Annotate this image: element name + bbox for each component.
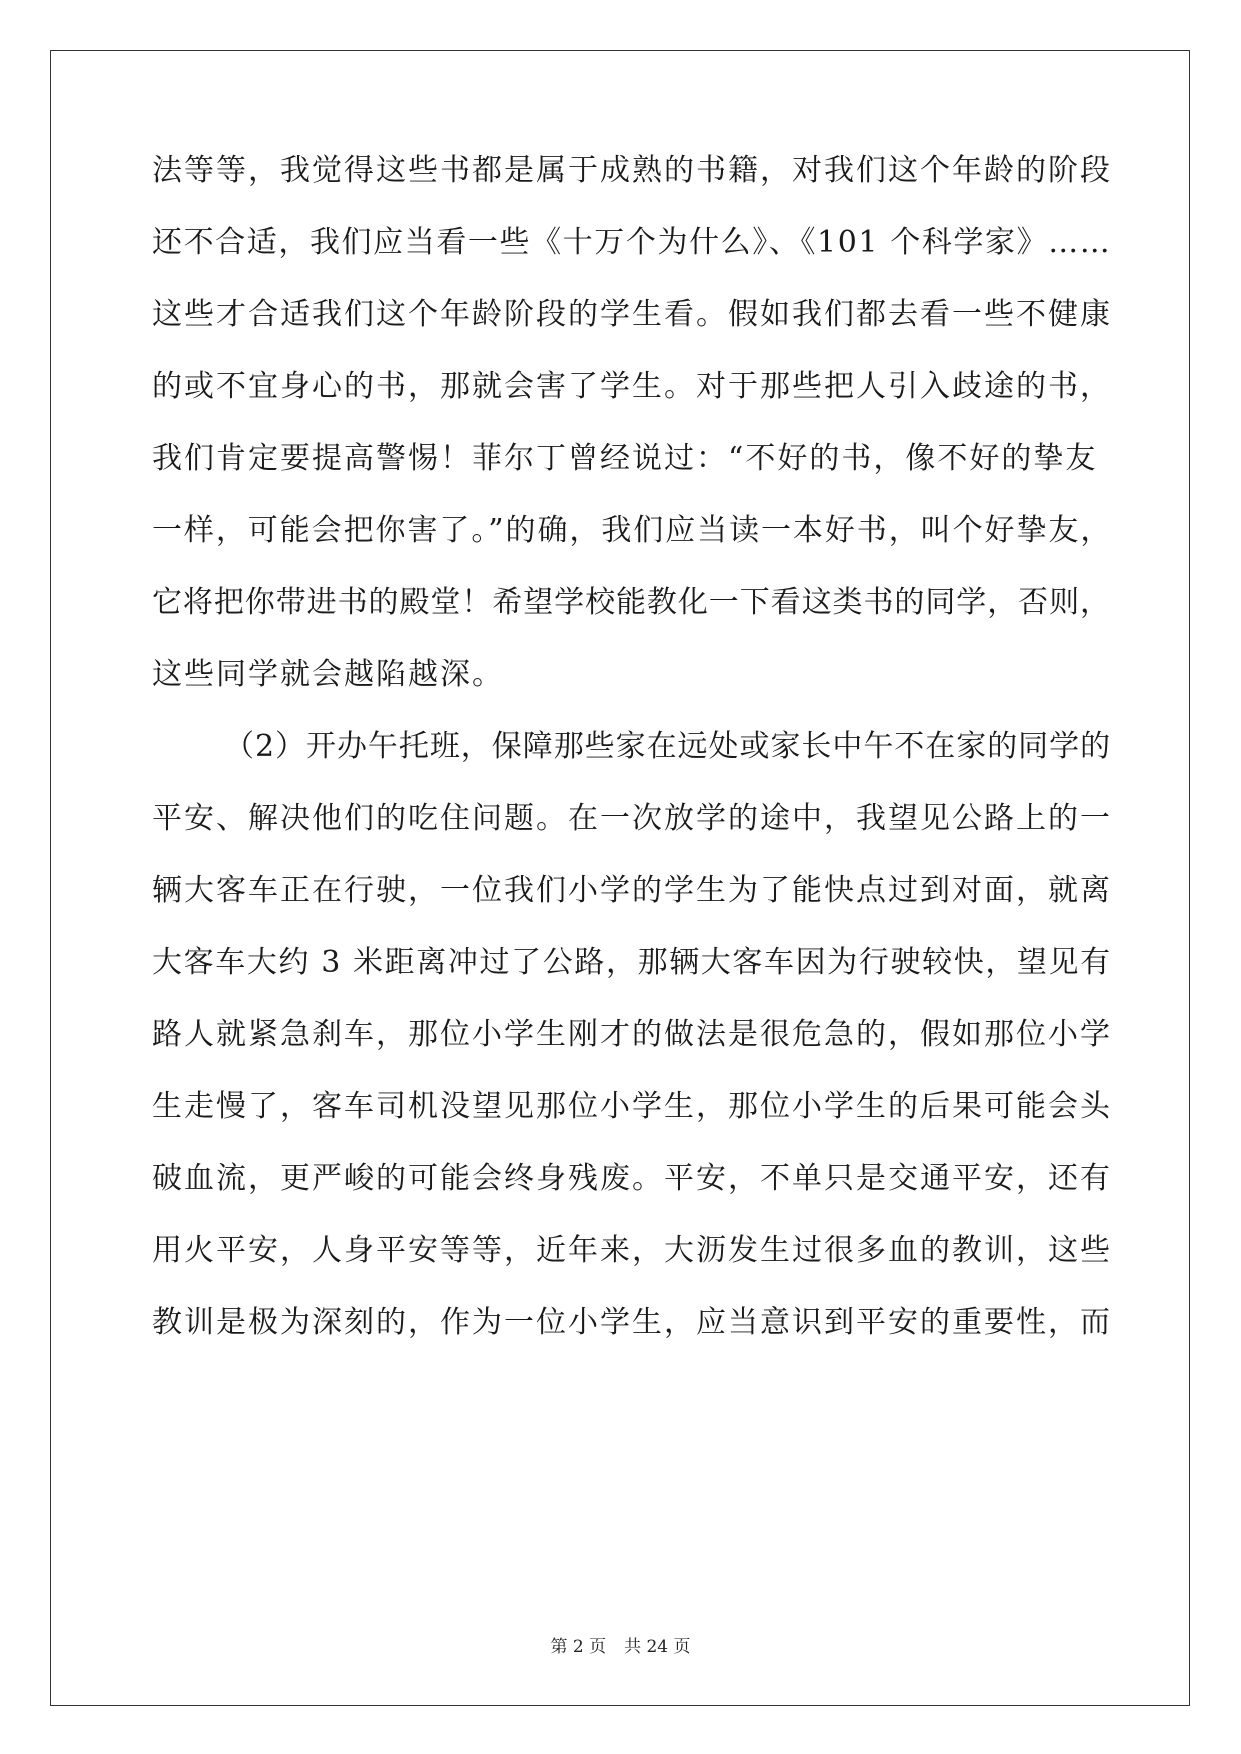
page-number: 第 2 页	[550, 1637, 607, 1657]
text-line: 破血流，更严峻的可能会终身残废。平安，不单只是交通平安，还有	[152, 1161, 1112, 1196]
page-footer	[0, 1635, 1241, 1659]
paragraph-start-line: （2）开办午托班，保障那些家在远处或家长中午不在家的同学的	[224, 729, 1112, 764]
text-line: 生走慢了，客车司机没望见那位小学生，那位小学生的后果可能会头	[152, 1089, 1112, 1124]
text-line: 这些才合适我们这个年龄阶段的学生看。假如我们都去看一些不健康	[152, 297, 1112, 332]
text-line: 辆大客车正在行驶，一位我们小学的学生为了能快点过到对面，就离	[152, 873, 1112, 908]
text-line: 这些同学就会越陷越深。	[152, 657, 504, 692]
text-line: 教训是极为深刻的，作为一位小学生，应当意识到平安的重要性，而	[152, 1305, 1112, 1340]
text-line: 我们肯定要提高警惕！菲尔丁曾经说过：“不好的书，像不好的挚友	[152, 441, 1098, 476]
text-line: 法等等，我觉得这些书都是属于成熟的书籍，对我们这个年龄的阶段	[152, 153, 1112, 188]
text-line: 用火平安，人身平安等等，近年来，大沥发生过很多血的教训，这些	[152, 1233, 1112, 1268]
text-line: 大客车大约 3 米距离冲过了公路，那辆大客车因为行驶较快，望见有	[152, 945, 1112, 980]
page-total: 共 24 页	[624, 1637, 691, 1657]
text-line: 一样，可能会把你害了。”的确，我们应当读一本好书，叫个好挚友，	[152, 513, 1113, 548]
text-line: 还不合适，我们应当看一些《十万个为什么》、《101 个科学家》……	[152, 225, 1112, 260]
text-line: 路人就紧急刹车，那位小学生刚才的做法是很危急的，假如那位小学	[152, 1017, 1112, 1052]
text-line: 平安、解决他们的吃住问题。在一次放学的途中，我望见公路上的一	[152, 801, 1112, 836]
text-line: 的或不宜身心的书，那就会害了学生。对于那些把人引入歧途的书，	[152, 369, 1112, 404]
text-line: 它将把你带进书的殿堂！希望学校能教化一下看这类书的同学，否则，	[152, 585, 1111, 620]
